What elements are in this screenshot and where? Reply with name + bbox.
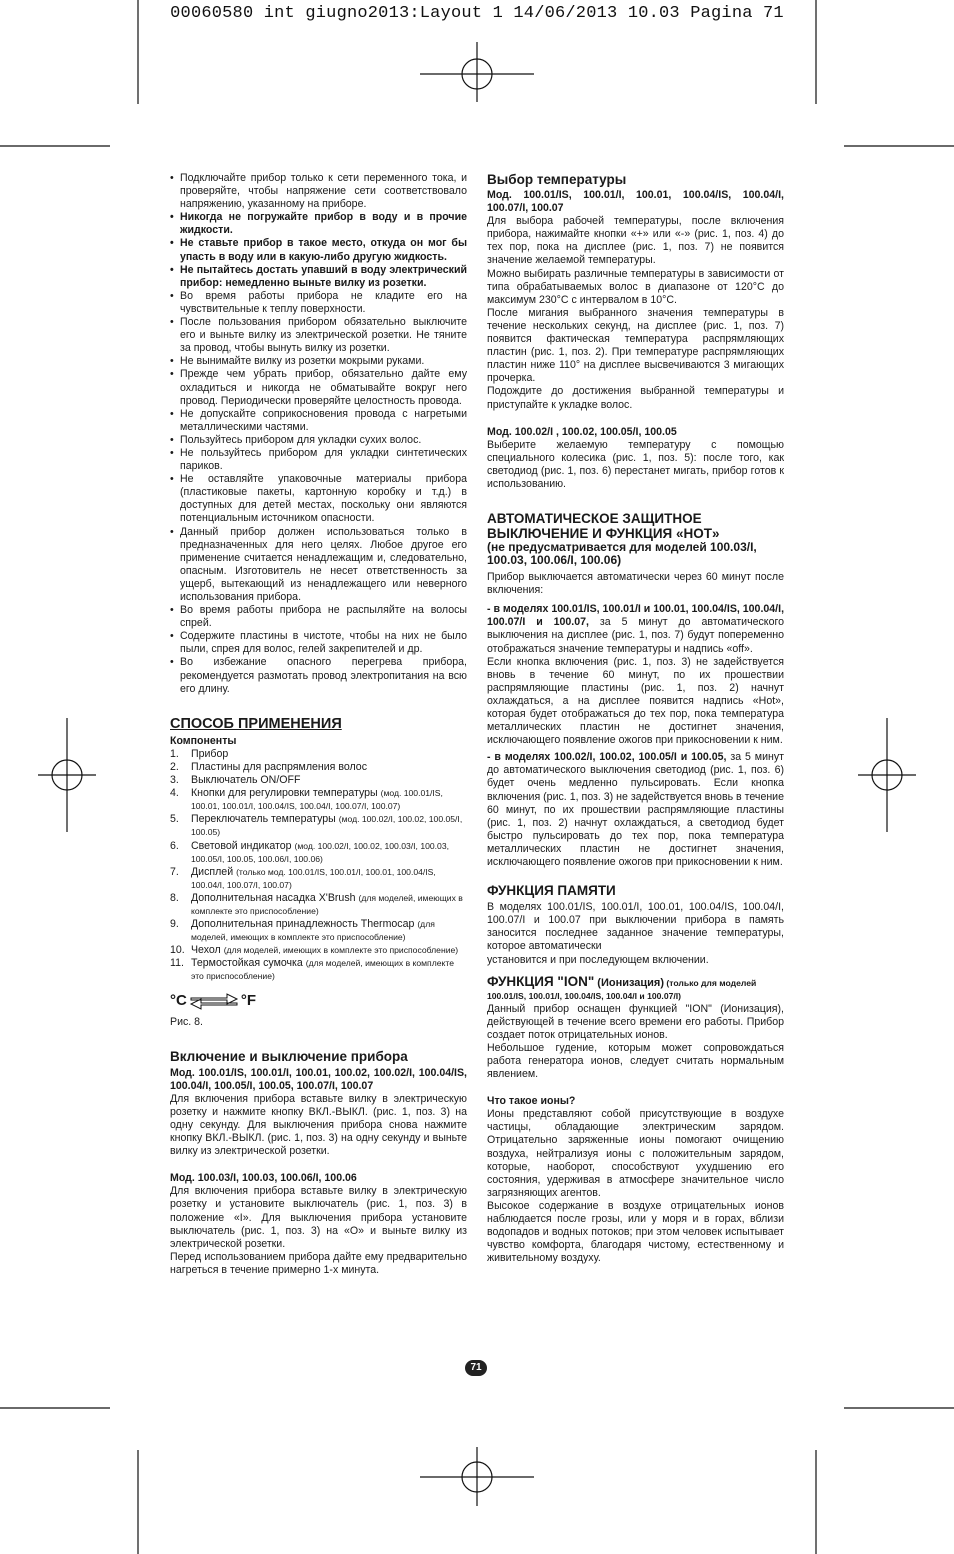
- memory-title: ФУНКЦИЯ ПАМЯТИ: [487, 883, 616, 899]
- component-label: Чехол: [191, 944, 224, 957]
- onoff-text-1: Для включения прибора вставьте вилку в электрическую розетку и нажмите кнопку ВКЛ.-ВЫКЛ. (рис. 1, поз. 3) на одну секунду. Для выключения прибора снова нажмите кнопку ВКЛ.-ВЫКЛ. (рис. 1, поз. 3) на одну секунду и выньте вилку из электрической розетки.: [170, 1092, 467, 1158]
- temp-paragraph-2: Можно выбирать различные температуры в зависимости от типа обрабатываемых волос в диапазоне от 120°C до максимум 230°C с интервалом в 10°C.: [487, 267, 784, 306]
- component-item: [170, 787, 467, 813]
- right-column: [487, 172, 784, 1265]
- safety-item: • Не допускайте соприкосновения провода с нагретыми металлическими частями.: [170, 408, 467, 434]
- component-number: 11.: [170, 957, 184, 970]
- auto-off-models-b: - в моделях 100.02/I, 100.02, 100.05/I и 100.05,: [487, 751, 727, 764]
- memory-paragraph-1: В моделях 100.01/IS, 100.01/I, 100.01, 100.04/IS, 100.04/I, 100.07/I и 100.07 при выключении прибора в память заносится последнее заданное значение температуры, которое автоматически: [487, 901, 784, 953]
- component-item: [170, 892, 467, 918]
- auto-off-subtitle: (не предусматривается для моделей 100.03/I, 100.03, 100.06/I, 100.06): [487, 540, 757, 568]
- safety-item: • Прежде чем убрать прибор, обязательно дайте ему охладиться и никогда не обматывайте вокруг него провод. Периодически проверяйте целостность провода.: [170, 368, 467, 407]
- celsius-label: °C: [170, 991, 187, 1009]
- component-item: [170, 957, 467, 983]
- temp-paragraph-4: Подождите до достижения выбранной температуры и приступайте к укладке волос.: [487, 385, 784, 411]
- fig-caption: Рис. 8.: [170, 1015, 204, 1028]
- component-number: 2.: [170, 760, 179, 773]
- temp-models-2: Мод. 100.02/I , 100.02, 100.05/I, 100.05: [487, 425, 677, 438]
- fahrenheit-label: °F: [240, 991, 257, 1009]
- component-item: [170, 944, 467, 957]
- safety-item: • Данный прибор должен использоваться только в предназначенных для него целях. Любое другое его применение считается ненадлежащим и, следовательно, опасным. Изготовитель не несет ответственность за ущерб, вытекающий из ненадлежащего или неверного использования прибора.: [170, 526, 467, 605]
- auto-off-title-1: АВТОМАТИЧЕСКОЕ ЗАЩИТНОЕ: [487, 511, 702, 527]
- temp-title: Выбор температуры: [487, 172, 627, 187]
- component-number: 8.: [170, 891, 179, 904]
- component-number: 9.: [170, 918, 179, 931]
- safety-item: • Никогда не погружайте прибор в воду и в прочие жидкости.: [170, 211, 467, 237]
- component-note: (только мод. 100.01/IS, 100.01/I, 100.01, 100.04/IS, 100.04/I, 100.07/I, 100.07): [191, 866, 436, 890]
- safety-item: • Не вынимайте вилку из розетки мокрыми руками.: [170, 355, 467, 368]
- ion-paragraph-1: Данный прибор оснащен функцией "ION" (Ионизация), действующей в течение всего времени его работы. Прибор создает поток отрицательных ионов.: [487, 1002, 784, 1041]
- temp-unit-symbol: [170, 990, 467, 1012]
- print-slug: 00060580 int giugno2013:Layout 1 14/06/2013 10.03 Pagina 71: [170, 4, 784, 23]
- temp-paragraph-3: После мигания выбранного значения температуры в течение нескольких секунд, на дисплее (рис. 1, поз. 7) появится фактическая температура распрямляющих пластин (рис. 1, поз. 2). При температуре распрямляющих пластин ниже 110° на дисплее высвечиваются 3 мигающих прочерка.: [487, 306, 784, 385]
- ion-title: ФУНКЦИЯ "ION" (Ионизация) (только для моделей 100.01/IS, 100.01/I, 100.04/IS, 100.04/I и 100.07/I): [487, 973, 757, 1001]
- onoff-title: Включение и выключение прибора: [170, 1048, 408, 1064]
- component-label: Переключатель температуры: [191, 813, 339, 826]
- component-item: [170, 761, 467, 774]
- components-title: Компоненты: [170, 734, 237, 747]
- temp-models-1: Мод. 100.01/IS, 100.01/I, 100.01, 100.04/IS, 100.04/I, 100.07/I, 100.07: [487, 189, 784, 215]
- onoff-models-2: Мод. 100.03/I, 100.03, 100.06/I, 100.06: [170, 1172, 357, 1185]
- component-item: [170, 813, 467, 839]
- left-column: [170, 172, 467, 1277]
- component-label: Выключатель ON/OFF: [191, 774, 301, 787]
- safety-item: • Во время работы прибора не распыляйте на волосы спрей.: [170, 604, 467, 630]
- memory-paragraph-2: установится и при последующем включении.: [487, 953, 709, 966]
- safety-item: • Во избежание опасного перегрева прибора, рекомендуется размотать провод электропитания на всю его длину.: [170, 656, 467, 695]
- component-note: (для моделей, имеющих в комплекте это приспособление): [191, 919, 435, 943]
- ions-paragraph-2: Высокое содержание в воздухе отрицательных ионов наблюдается после грозы, или у моря и в горах, вблизи водопадов и водных потоков; при этом человек испытывает чувство комфорта, благодаря чистому, естественному и живительному воздуху.: [487, 1199, 784, 1265]
- component-label: Дополнительная насадка X'Brush: [191, 891, 359, 904]
- onoff-text-2: Для включения прибора вставьте вилку в электрическую розетку и установите выключатель (рис. 1, поз. 3) в положение «I». Для выключения прибора установите выключатель (рис. 1, поз. 3) на «O» и выньте вилку из электрической розетки.: [170, 1185, 467, 1250]
- safety-item: • Содержите пластины в чистоте, чтобы на них не было пыли, спрея для волос, гелей закрепителей и др.: [170, 630, 467, 656]
- safety-item: • После пользования прибором обязательно выключите его и выньте вилку из электрической розетки. Не тяните за провод, чтобы вынуть вилку из розетки.: [170, 316, 467, 355]
- auto-off-paragraph-1: Прибор выключается автоматически через 60 минут после включения:: [487, 571, 784, 597]
- usage-title: СПОСОБ ПРИМЕНЕНИЯ: [170, 715, 342, 732]
- safety-item: • Во время работы прибора не кладите его на чувствительные к теплу поверхности.: [170, 290, 467, 316]
- component-number: 4.: [170, 787, 179, 800]
- component-label: Прибор: [191, 747, 229, 760]
- component-note: (мод. 100.01/IS, 100.01, 100.01/I, 100.04/IS, 100.04/I, 100.07/I, 100.07): [191, 788, 443, 812]
- component-number: 5.: [170, 813, 179, 826]
- ion-paragraph-2: Небольшое гудение, которым может сопровождаться работа генератора ионов, следует считать нормальным явлением.: [487, 1041, 784, 1081]
- onoff-models-1: Мод. 100.01/IS, 100.01/I, 100.01, 100.02, 100.02/I, 100.04/IS, 100.04/I, 100.05/I, 100.05, 100.07/I, 100.07: [170, 1066, 467, 1092]
- component-item: [170, 840, 467, 866]
- double-arrow-icon: [189, 992, 239, 1010]
- component-label: Кнопки для регулировки температуры: [191, 787, 381, 800]
- auto-off-paragraph-4: - в моделях 100.02/I, 100.02, 100.05/I и 100.05, за 5 минут до автоматического выключения светодиод (рис. 1, поз. 6) будет очень медленно пульсировать. Если кнопка включения (рис. 1, поз. 3) не задействуется вновь в течение 60 минут, по их прошествии распрямляющие пластины (рис. 1, поз. 2) начнут охлаждаться, а светодиод будет быстро пульсировать до тех пор, пока температура металлических пластин не достигнет значения, исключающего появление ожогов при прикосновении к ним.: [487, 751, 784, 869]
- component-item: [170, 866, 467, 892]
- onoff-text-3: Перед использованием прибора дайте ему предварительно нагреться в течение примерно 1-х минута.: [170, 1250, 467, 1276]
- component-item: [170, 748, 467, 761]
- safety-list: [170, 172, 467, 696]
- ions-title: Что такое ионы?: [487, 1095, 576, 1108]
- safety-item: • Не пользуйтесь прибором для укладки синтетических париков.: [170, 447, 467, 473]
- component-number: 10.: [170, 944, 185, 957]
- component-note: (для моделей, имеющих в комплекте это приспособление): [191, 892, 463, 916]
- ions-paragraph-1: Ионы представляют собой присутствующие в воздухе частицы, обладающие электрическим зарядом. Отрицательно заряженные ионы помогают очищению воздуха, нейтрализуя ионы с положительным зарядом, которые, наоборот, способствуют ухудшению его состояния, удерживая в атмосфере значительное число загрязняющих агентов.: [487, 1108, 784, 1199]
- components-list: [170, 748, 467, 984]
- component-label: Пластины для распрямления волос: [191, 760, 367, 773]
- component-note: (мод. 100.02/I, 100.02, 100.03/I, 100.03, 100.05/I, 100.05, 100.06/I, 100.06): [191, 840, 450, 864]
- auto-off-models-a: - в моделях 100.01/IS, 100.01/I и 100.01, 100.04/IS, 100.04/I, 100.07/I и 100.07,: [487, 603, 785, 629]
- safety-item: • Не ставьте прибор в такое место, откуда он мог бы упасть в воду или в какую-либо другую жидкость.: [170, 237, 467, 263]
- component-item: [170, 774, 467, 787]
- component-number: 3.: [170, 774, 179, 787]
- page-number-badge: 71: [465, 1360, 487, 1376]
- component-number: 7.: [170, 865, 179, 878]
- safety-item: • Не оставляйте упаковочные материалы прибора (пластиковые пакеты, картонную коробку и т.д.) в доступных для детей местах, поскольку они являются потенциальным источником опасности.: [170, 473, 467, 525]
- component-number: 1.: [170, 747, 179, 760]
- safety-item: • Пользуйтесь прибором для укладки сухих волос.: [170, 434, 467, 447]
- component-note: (для моделей, имеющих в комплекте это приспособление): [223, 945, 459, 956]
- temp-paragraph-1: Для выбора рабочей температуры, после включения прибора, нажимайте кнопки «+» или «-» (рис. 1, поз. 4) до тех пор, пока на дисплее (рис. 1, поз. 7) не появится значение желаемой температуры.: [487, 215, 784, 267]
- safety-item: • Подключайте прибор только к сети переменного тока, и проверяйте, чтобы напряжение сети соответствовало напряжению, указанному на приборе.: [170, 172, 467, 211]
- component-item: [170, 918, 467, 944]
- component-note: (для моделей, имеющих в комплекте это приспособление): [191, 958, 454, 982]
- component-label: Термостойкая сумочка: [191, 957, 306, 970]
- auto-off-title-2: ВЫКЛЮЧЕНИЕ И ФУНКЦИЯ «HOT»: [487, 526, 720, 542]
- safety-item: • Не пытайтесь достать упавший в воду электрический прибор: немедленно выньте вилку из розетки.: [170, 264, 467, 290]
- component-label: Световой индикатор: [191, 839, 295, 852]
- auto-off-paragraph-3: Если кнопка включения (рис. 1, поз. 3) не задействуется вновь в течение 60 минут, по их прошествии распрямляющие пластины (рис. 1, поз. 2) начнут охлаждаться, а на дисплее появится надпись «Hot», которая будет отображаться до тех пор, пока температура металлических пластин не достигнет значения, исключающего появление ожогов при прикосновении к ним.: [487, 655, 784, 747]
- component-label: Дополнительная принадлежность Thermocap: [191, 918, 418, 931]
- component-label: Дисплей: [191, 865, 237, 878]
- auto-off-paragraph-2: - в моделях 100.01/IS, 100.01/I и 100.01, 100.04/IS, 100.04/I, 100.07/I и 100.07, за 5 минут до автоматического выключения на дисплее (рис. 1, поз. 7) будут попеременно отображаться значение температуры и надпись «off».: [487, 603, 785, 655]
- component-note: (мод. 100.02/I, 100.02, 100.05/I, 100.05): [191, 814, 463, 838]
- component-number: 6.: [170, 839, 179, 852]
- temp-paragraph-5: Выберите желаемую температуру с помощью специального колесика (рис. 1, поз. 5): после того, как светодиод (рис. 1, поз. 6) перестанет мигать, прибор готов к использованию.: [487, 438, 784, 490]
